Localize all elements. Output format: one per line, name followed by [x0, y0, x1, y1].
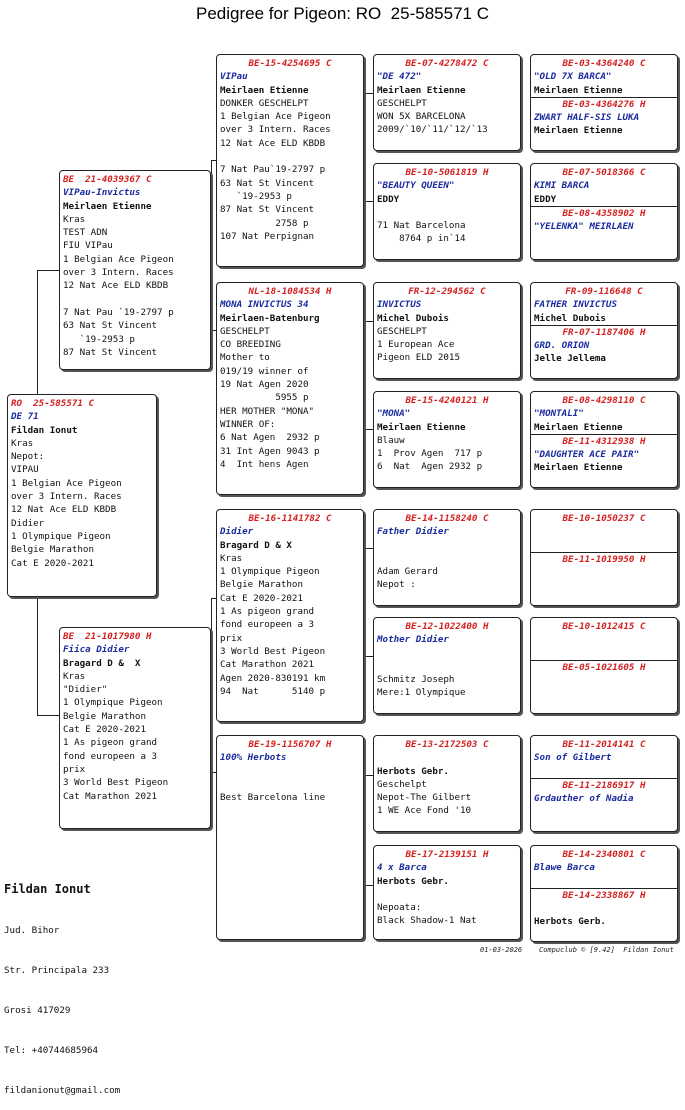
great-grandparent-card[interactable]: [373, 617, 521, 714]
pigeon-name: Fiica Didier: [63, 644, 130, 656]
note-line: 94 Nat 5140 p: [220, 685, 326, 697]
connector-line: [364, 548, 373, 549]
note-line: Nepot-The Gilbert: [377, 792, 472, 804]
note-line: 63 Nat St Vincent: [63, 320, 158, 332]
breeder-name: Bragard D & X: [63, 657, 141, 669]
gggp-pair-card[interactable]: [530, 391, 678, 488]
breeder-name: [534, 579, 674, 592]
note-line: Mother to: [220, 352, 270, 364]
gggp-pair-card[interactable]: [530, 163, 678, 260]
note-line: prix: [63, 763, 86, 775]
note-line: [220, 150, 360, 163]
pigeon-name: INVICTUS: [377, 299, 422, 311]
note-line: 7 Nat Pau `19-2797 p: [63, 306, 174, 318]
pigeon-name: [534, 633, 674, 646]
ring-number: BE-16-1141782 C: [248, 513, 332, 524]
note-line: 19 Nat Agen 2020: [220, 379, 309, 391]
note-line: WON 5X BARCELONA: [377, 111, 466, 123]
ring-number: BE-11-4312938 H: [562, 435, 646, 447]
note-line: 12 Nat Ace ELD KBDB: [63, 280, 169, 292]
ring-number: BE-11-1019950 H: [562, 553, 646, 565]
note-line: [220, 765, 360, 778]
note-line: 107 Nat Perpignan: [220, 230, 315, 242]
footer-credit: 01-03-2026 Compuclub © [9.42] Fildan Ionut: [480, 946, 674, 954]
pigeon-name: "MONA": [377, 408, 411, 420]
note-line: Blauw: [377, 434, 405, 446]
pigeon-name: "YELENKA" MEIRLAEN: [534, 221, 634, 233]
connector-line: [364, 885, 373, 886]
note-line: 3 World Best Pigeon: [220, 645, 326, 657]
connector-line: [364, 201, 373, 202]
breeder-name: [534, 875, 674, 888]
pigeon-name: GRD. ORION: [534, 340, 590, 352]
breeder-name: [534, 647, 674, 660]
connector-line: [364, 321, 365, 429]
ring-number: BE-15-4240121 H: [405, 395, 489, 406]
connector-line: [364, 93, 373, 94]
note-line: [220, 778, 360, 791]
ring-number: BE-11-2014141 C: [562, 739, 646, 750]
ring-number: BE-10-1050237 C: [562, 513, 646, 524]
note-line: fond europeen a 3: [63, 750, 158, 762]
ring-number: FR-07-1187406 H: [562, 326, 646, 338]
pigeon-name: [534, 902, 674, 915]
note-line: fond europeen a 3: [220, 619, 315, 631]
note-line: Kras: [63, 670, 86, 682]
note-line: 1 WE Ace Fond '10: [377, 805, 472, 817]
pigeon-name: VIPau-Invictus: [63, 187, 141, 199]
pigeon-name: Son of Gilbert: [534, 752, 612, 764]
note-line: over 3 Intern. Races: [11, 491, 122, 503]
great-grandparent-card[interactable]: [373, 282, 521, 379]
breeder-name: Meirlaen Etienne: [377, 421, 466, 433]
note-line: Didier: [11, 517, 45, 529]
pigeon-name: Grdauther of Nadia: [534, 793, 634, 805]
note-line: Kras: [63, 213, 86, 225]
note-line: Adam Gerard: [377, 566, 438, 578]
connector-line: [364, 656, 373, 657]
note-line: Belgie Marathon: [220, 579, 303, 591]
note-line: Belgie Marathon: [11, 544, 94, 556]
ring-number: BE-05-1021605 H: [562, 661, 646, 673]
pigeon-name: VIPau: [220, 71, 248, 83]
note-line: [377, 552, 517, 565]
ring-number: BE-07-4278472 C: [405, 58, 489, 69]
pigeon-name: [534, 674, 674, 687]
note-line: GESCHELPT: [220, 325, 270, 337]
note-line: `19-2953 p: [63, 333, 135, 345]
note-line: "Didier": [63, 684, 108, 696]
note-line: 1 Olympique Pigeon: [63, 697, 163, 709]
connector-line: [211, 598, 212, 772]
connector-line: [37, 270, 60, 271]
note-line: Cat E 2020-2021: [11, 557, 94, 569]
note-line: 5955 p: [220, 392, 309, 404]
pigeon-name: FATHER INVICTUS: [534, 299, 617, 311]
connector-line: [364, 321, 373, 322]
breeder-name: [534, 687, 674, 700]
breeder-name: Meirlaen-Batenburg: [220, 312, 320, 324]
connector-line: [364, 775, 365, 885]
note-line: 2009/`10/`11/`12/`13: [377, 124, 488, 136]
note-line: HER MOTHER "MONA": [220, 405, 315, 417]
breeder-name: [534, 539, 674, 552]
pigeon-name: [534, 566, 674, 579]
note-line: 1 Olympique Pigeon: [220, 566, 320, 578]
gggp-pair-card[interactable]: [530, 54, 678, 151]
great-grandparent-card[interactable]: [373, 163, 521, 260]
ring-number: FR-09-116648 C: [565, 286, 643, 297]
note-line: GESCHELPT: [377, 325, 427, 337]
note-line: 87 Nat St Vincent: [63, 346, 158, 358]
note-line: 1 As pigeon grand: [220, 606, 315, 618]
note-line: Nepot :: [377, 579, 416, 591]
gggp-pair-card[interactable]: [530, 617, 678, 714]
connector-line: [37, 597, 38, 715]
owner-info: [4, 854, 120, 1110]
note-line: 63 Nat St Vincent: [220, 177, 315, 189]
breeder-name: Meirlaen Etienne: [534, 421, 623, 433]
note-line: over 3 Intern. Races: [63, 267, 174, 279]
note-line: 87 Nat St Vincent: [220, 204, 315, 216]
pigeon-name: [534, 525, 674, 538]
note-line: 12 Nat Ace ELD KBDB: [11, 504, 117, 516]
pigeon-name: "MONTALI": [534, 408, 584, 420]
ring-number: BE-10-1012415 C: [562, 621, 646, 632]
note-line: 3 World Best Pigeon: [63, 777, 169, 789]
pigeon-name: MONA INVICTUS 34: [220, 299, 309, 311]
note-line: CO BREEDING: [220, 339, 281, 351]
note-line: 019/19 winner of: [220, 365, 309, 377]
pigeon-name: Mother Didier: [377, 634, 449, 646]
note-line: 6 Nat Agen 2932 p: [220, 432, 320, 444]
breeder-name: Fildan Ionut: [11, 424, 78, 436]
pigeon-card[interactable]: [7, 394, 157, 597]
ring-number: BE-11-2186917 H: [562, 779, 646, 791]
great-grandparent-card[interactable]: [373, 391, 521, 488]
owner-address-line: Str. Principala 233: [4, 965, 110, 977]
grandparent-card[interactable]: [216, 735, 364, 940]
grandparent-card[interactable]: [216, 282, 364, 495]
note-line: 4 Int hens Agen: [220, 458, 309, 470]
dam-card[interactable]: [59, 627, 211, 829]
note-line: Schmitz Joseph: [377, 674, 455, 686]
note-line: Kras: [11, 437, 34, 449]
breeder-name: Herbots Gebr.: [377, 875, 449, 887]
note-line: 1 Prov Agen 717 p: [377, 448, 483, 460]
note-line: 8764 p in`14: [377, 233, 466, 245]
note-line: [377, 647, 517, 660]
connector-line: [364, 429, 373, 430]
note-line: `19-2953 p: [220, 190, 292, 202]
note-line: DONKER GESCHELPT: [220, 97, 309, 109]
pigeon-name: 4 x Barca: [377, 862, 427, 874]
note-line: Cat E 2020-2021: [220, 592, 303, 604]
pigeon-name: "BEAUTY QUEEN": [377, 180, 455, 192]
ring-number: NL-18-1084534 H: [248, 286, 332, 297]
ring-number: BE-03-4364240 C: [562, 58, 646, 69]
note-line: Nepoata:: [377, 902, 422, 914]
breeder-name: Meirlaen Etienne: [377, 84, 466, 96]
connector-line: [364, 548, 365, 656]
connector-line: [364, 775, 373, 776]
breeder-name: Meirlaen Etienne: [220, 84, 309, 96]
breeder-name: EDDY: [377, 193, 400, 205]
pigeon-name: DE 71: [11, 411, 39, 423]
note-line: [63, 293, 207, 306]
note-line: Nepot:: [11, 451, 45, 463]
ring-number: BE-12-1022400 H: [405, 621, 489, 632]
note-line: GESCHELPT: [377, 97, 427, 109]
pigeon-name: "OLD 7X BARCA": [534, 71, 612, 83]
note-line: [377, 206, 517, 219]
note-line: 1 Olympique Pigeon: [11, 530, 111, 542]
owner-address-line: Jud. Bihor: [4, 925, 60, 937]
breeder-name: Herbots Gebr.: [377, 765, 449, 777]
page-title: Pedigree for Pigeon: RO 25-585571 C: [196, 4, 489, 23]
pigeon-name: Blawe Barca: [534, 862, 595, 874]
note-line: [377, 751, 517, 764]
gggp-pair-card[interactable]: [530, 282, 678, 379]
ring-number: BE-08-4358902 H: [562, 207, 646, 219]
ring-number: BE-07-5018366 C: [562, 167, 646, 178]
ring-number: BE-14-2338867 H: [562, 889, 646, 901]
note-line: Agen 2020-830191 km: [220, 672, 326, 684]
pigeon-name: "DAUGHTER ACE PAIR": [534, 449, 640, 461]
ring-number: BE-14-2340801 C: [562, 849, 646, 860]
note-line: [377, 660, 517, 673]
note-line: [377, 539, 517, 552]
pigeon-name: Didier: [220, 526, 254, 538]
ring-number: RO 25-585571 C: [11, 398, 94, 409]
breeder-name: EDDY: [534, 193, 557, 205]
note-line: Geschelpt: [377, 778, 427, 790]
note-line: 6 Nat Agen 2932 p: [377, 461, 483, 473]
ring-number: BE-08-4298110 C: [562, 395, 646, 406]
connector-line: [211, 160, 212, 330]
great-grandparent-card[interactable]: [373, 509, 521, 606]
note-line: 1 Belgian Ace Pigeon: [220, 111, 331, 123]
grandparent-card[interactable]: [216, 54, 364, 267]
connector-line: [37, 715, 60, 716]
note-line: VIPAU: [11, 464, 39, 476]
breeder-name: Meirlaen Etienne: [534, 125, 623, 137]
gggp-pair-card[interactable]: [530, 735, 678, 832]
sire-card[interactable]: [59, 170, 211, 370]
connector-line: [364, 93, 365, 201]
note-line: 12 Nat Ace ELD KBDB: [220, 137, 326, 149]
pigeon-name: ZWART HALF-SIS LUKA: [534, 112, 640, 124]
ring-number: BE-13-2172503 C: [405, 739, 489, 750]
ring-number: BE-10-5061819 H: [405, 167, 489, 178]
ring-number: FR-12-294562 C: [408, 286, 486, 297]
note-line: prix: [220, 632, 243, 644]
ring-number: BE-17-2139151 H: [405, 849, 489, 860]
gggp-pair-card[interactable]: [530, 509, 678, 606]
note-line: 1 As pigeon grand: [63, 737, 158, 749]
breeder-name: Meirlaen Etienne: [534, 84, 623, 96]
note-line: 1 Belgian Ace Pigeon: [11, 477, 122, 489]
owner-email[interactable]: fildanionut@gmail.com: [4, 1084, 121, 1096]
breeder-name: [534, 765, 674, 778]
note-line: 2758 p: [220, 217, 309, 229]
owner-name: Fildan Ionut: [4, 881, 91, 896]
note-line: TEST ADN: [63, 227, 108, 239]
owner-phone: Tel: +40744685964: [4, 1044, 99, 1056]
note-line: Black Shadow-1 Nat: [377, 915, 477, 927]
note-line: 31 Int Agen 9043 p: [220, 445, 320, 457]
note-line: 7 Nat Pau`19-2797 p: [220, 164, 326, 176]
note-line: Belgie Marathon: [63, 710, 146, 722]
note-line: 1 Belgian Ace Pigeon: [63, 253, 174, 265]
great-grandparent-card[interactable]: [373, 54, 521, 151]
pigeon-name: KIMI BARCA: [534, 180, 590, 192]
note-line: FIU VIPau: [63, 240, 113, 252]
note-line: [377, 888, 517, 901]
pigeon-name: Father Didier: [377, 526, 449, 538]
breeder-name: Meirlaen Etienne: [63, 200, 152, 212]
ring-number: BE-15-4254695 C: [248, 58, 332, 69]
note-line: Pigeon ELD 2015: [377, 352, 460, 364]
pigeon-name: "DE 472": [377, 71, 422, 83]
note-line: over 3 Intern. Races: [220, 124, 331, 136]
owner-address-line: Grosi 417029: [4, 1004, 71, 1016]
breeder-name: Herbots Gerb.: [534, 916, 606, 928]
ring-number: BE 21-4039367 C: [63, 174, 152, 185]
note-line: WINNER OF:: [220, 418, 276, 430]
note-line: Cat Marathon 2021: [63, 790, 158, 802]
grandparent-card[interactable]: [216, 509, 364, 722]
breeder-name: [534, 805, 674, 818]
great-grandparent-card[interactable]: [373, 735, 521, 832]
note-line: Cat Marathon 2021: [220, 659, 315, 671]
gggp-pair-card[interactable]: [530, 845, 678, 942]
breeder-name: Bragard D & X: [220, 539, 292, 551]
note-line: 1 European Ace: [377, 339, 455, 351]
breeder-name: Michel Dubois: [377, 312, 449, 324]
note-line: 71 Nat Barcelona: [377, 220, 466, 232]
note-line: Mere:1 Olympique: [377, 687, 466, 699]
ring-number: BE-14-1158240 C: [405, 513, 489, 524]
note-line: Kras: [220, 552, 243, 564]
breeder-name: Michel Dubois: [534, 312, 606, 324]
breeder-name: [534, 233, 674, 246]
note-line: Best Barcelona line: [220, 792, 326, 804]
note-line: Cat E 2020-2021: [63, 724, 146, 736]
ring-number: BE-03-4364276 H: [562, 98, 646, 110]
ring-number: BE-19-1156707 H: [248, 739, 332, 750]
great-grandparent-card[interactable]: [373, 845, 521, 940]
ring-number: BE 21-1017980 H: [63, 631, 152, 642]
connector-line: [37, 270, 38, 394]
breeder-name: Meirlaen Etienne: [534, 462, 623, 474]
pigeon-name: 100% Herbots: [220, 752, 287, 764]
breeder-name: Jelle Jellema: [534, 353, 606, 365]
